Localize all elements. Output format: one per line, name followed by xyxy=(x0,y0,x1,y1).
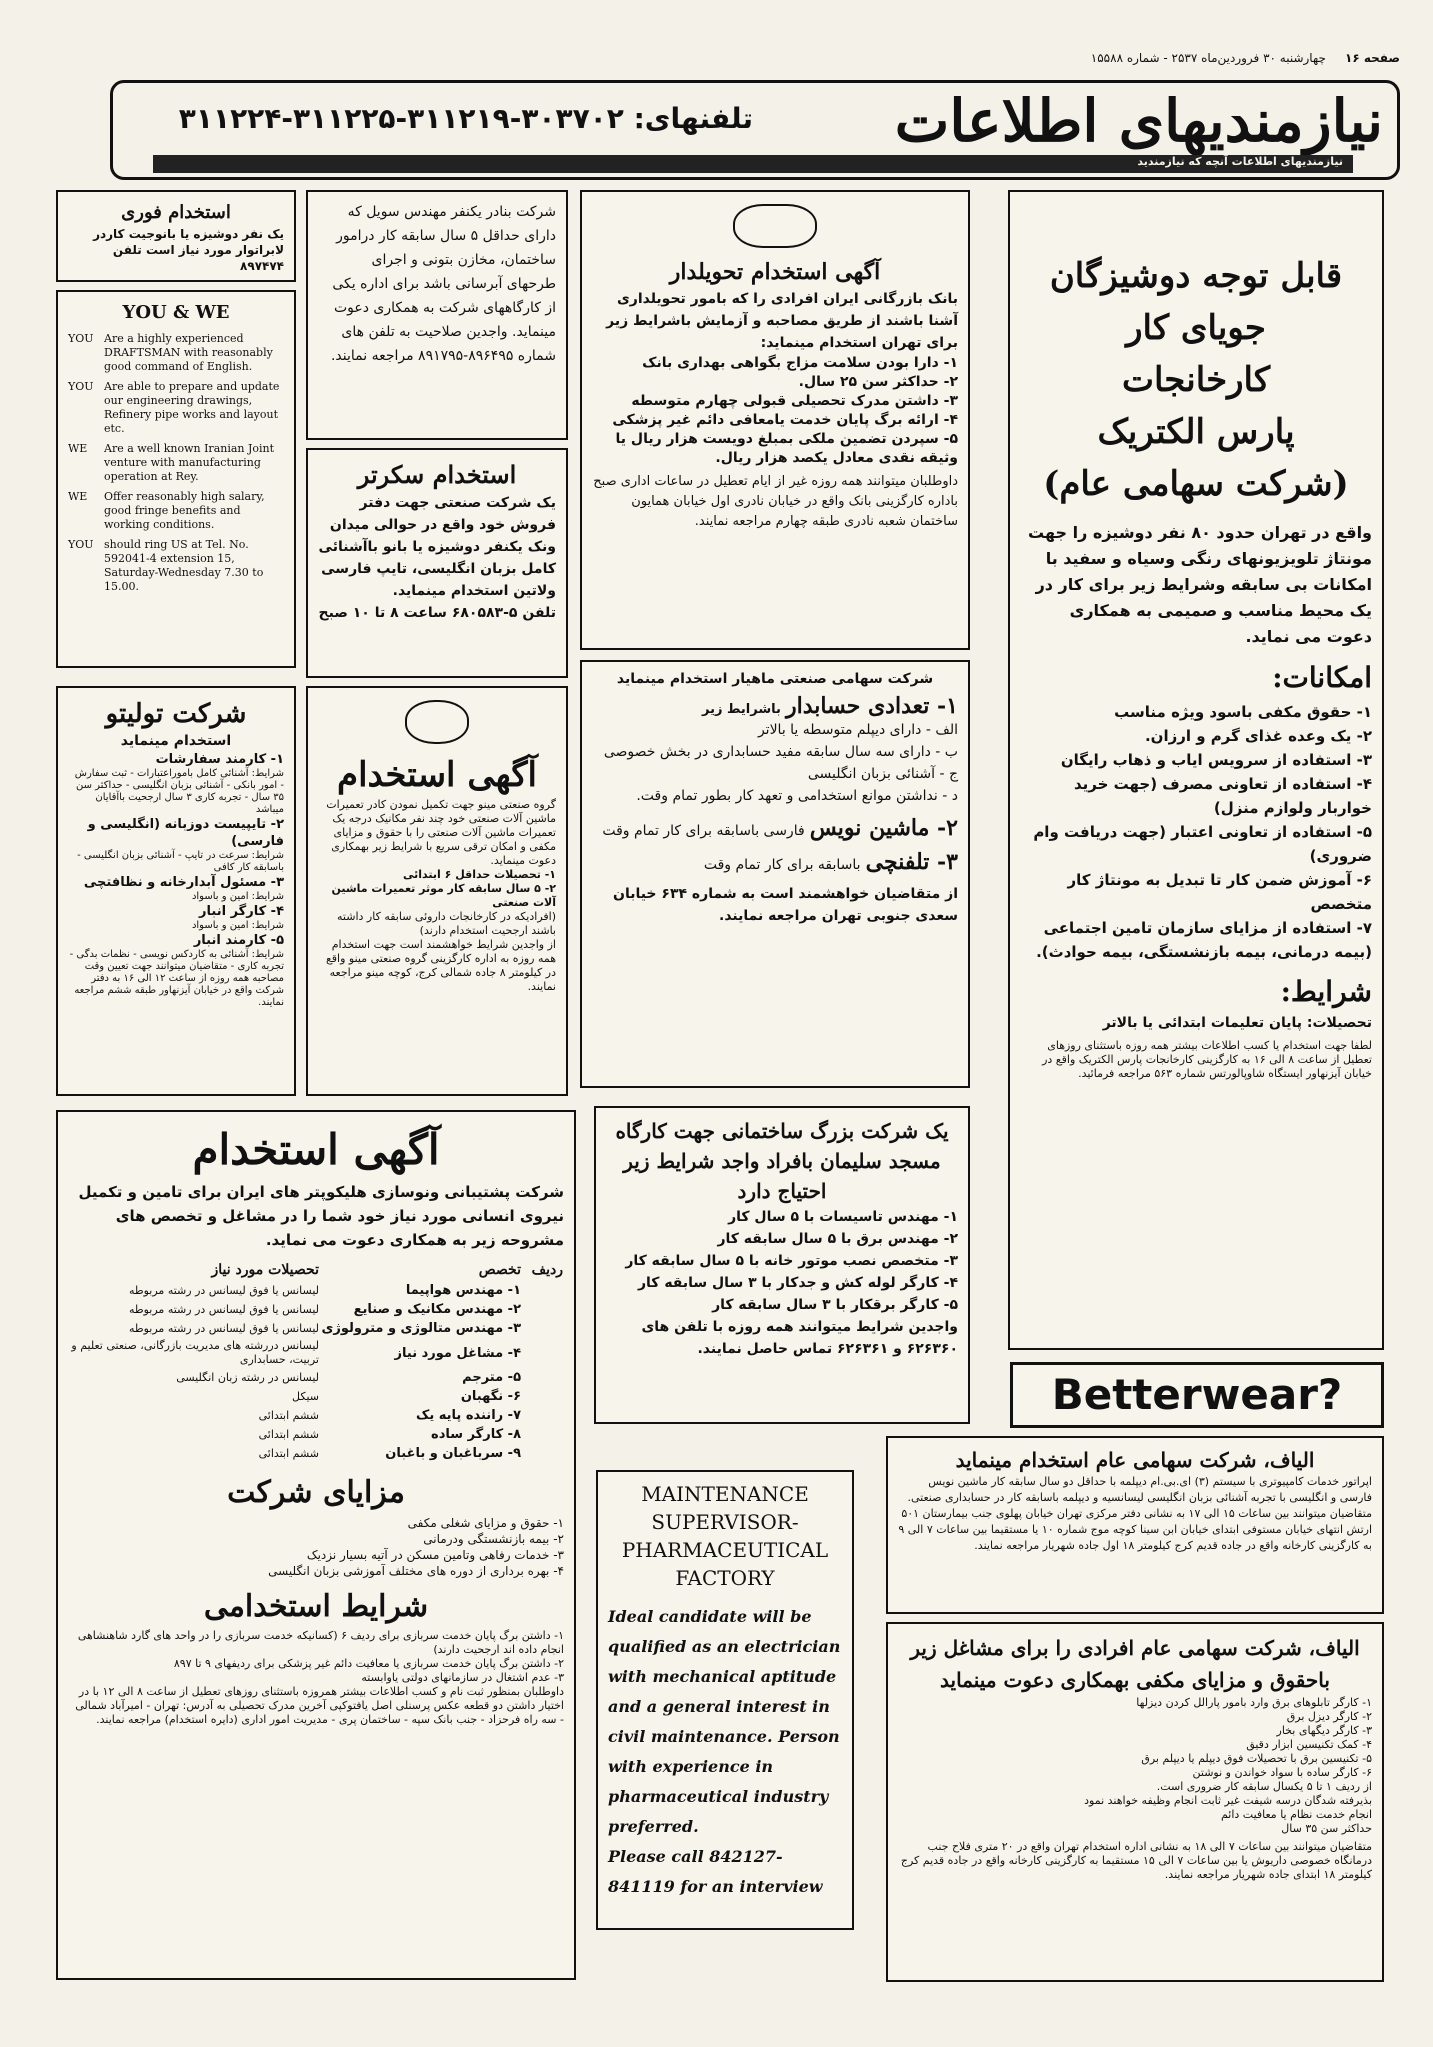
sakhtemani-item: ۴- کارگر لوله کش و جدکار با ۳ سال سابقه کار xyxy=(637,1275,958,1291)
mino-item: (افرادیکه در کارخانجات داروئی سابقه کار داشته باشند ارجحیت استخدام دارند) xyxy=(337,910,556,937)
elyaf2-item: ۱- کارگر تابلوهای برق وارد بامور پارالل کردن دیزلها xyxy=(1136,1696,1372,1709)
ad-secretary-body: یک شرکت صنعتی جهت دفتر فروش خود واقع در حوالی میدان ونک یکنفر دوشیزه یا بانو باآشنائی کامل بزبان انگلیسی، تایپ فارسی ولاتین استخدام مینماید. xyxy=(318,495,556,599)
maintenance-title-line: SUPERVISOR- xyxy=(651,1510,799,1534)
helicopter-edu: سیکل xyxy=(292,1389,319,1403)
youwe-who: YOU xyxy=(68,380,94,393)
mino-item: ۲- ۵ سال سابقه کار موثر تعمیرات ماشین آلات صنعتی xyxy=(331,882,556,909)
pars-title-line: جویای کار xyxy=(1126,308,1266,348)
helicopter-edu: ششم ابتدائی xyxy=(258,1427,319,1441)
tahvildar-item: ۱- دارا بودن سلامت مزاج بگواهی بهداری بانک xyxy=(642,355,958,371)
table-row xyxy=(68,1319,564,1338)
youwe-row xyxy=(68,538,284,594)
helicopter-benefit: ۲- بیمه بازنشستگی ودرمانی xyxy=(423,1532,564,1546)
pars-benefit: ۳- استفاده از سرویس ایاب و ذهاب رایگان xyxy=(1060,751,1372,769)
helicopter-edu: ششم ابتدائی xyxy=(258,1408,319,1422)
youwe-text: Are a well known Iranian Joint venture with manufacturing operation at Rey. xyxy=(104,442,275,483)
ad-elyaf1-body: اپراتور خدمات کامپیوتری با سیستم (۳) ای.بی.ام دیپلمه با حداقل دو سال سابقه کار ماشین نویس فارسی و انگلیسی با تجربه آشنائی بزبان انگلیسی لیسانسیه و دیپلمه باسابقه کار در حسابداری صنعتی. متقاضیان میتوانند بین ساعات ۱۵ الی ۱۷ به نشانی دفتر مرکزی تهران خیابان پهلوی جنب بیمارستان ۵۰۱ ارتش انتهای خیابان مستوفی ابتدای خیابان ابن سینا کوچه موج شماره ۱۰ یا مستقیما بین ساعات ۷ الی ۹ به کارگزینی کارخانه واقع در جاده قدیم کرج کیلومتر ۱۸ اول جاده شهریار مراجعه نمایند. xyxy=(898,1475,1372,1552)
ad-sakhtemani-footer: واجدین شرایط میتوانند همه روزه با تلفن های ۶۲۶۳۶۰ و ۶۲۶۳۶۱ تماس حاصل نمایند. xyxy=(641,1319,958,1357)
ad-pars-footer: لطفا جهت استخدام یا کسب اطلاعات بیشتر همه روزه باستثنای روزهای تعطیل از ساعت ۸ الی ۱۶ به کارگزینی کارخانجات پارس الکتریک واقع در خیابان آیزنهاور ایستگاه شاوپالورتس شماره ۵۶۳ مراجعه فرمائید. xyxy=(1042,1039,1372,1080)
table-row xyxy=(68,1300,564,1319)
elyaf2-item: حداکثر سن ۳۵ سال xyxy=(1281,1822,1372,1835)
youwe-who: YOU xyxy=(68,538,94,551)
mino-item: ۱- تحصیلات حداقل ۶ ابتدائی xyxy=(403,868,556,881)
table-row xyxy=(68,1444,564,1463)
helicopter-edu: لیسانس در رشته زبان انگلیسی xyxy=(176,1370,319,1384)
ad-mino-body: گروه صنعتی مینو جهت تکمیل نمودن کادر تعمیرات ماشین آلات صنعتی خود چند نفر مکانیک درجه یک تعمیرات ماشین آلات صنعتی را با حقوق و مزایای مکفی و امکان ترقی سریع با شرایط زیر بهمکاری دعوت مینماید. xyxy=(326,798,556,867)
ad-pars-intro: واقع در تهران حدود ۸۰ نفر دوشیزه را جهت مونتاژ تلویزیونهای رنگی وسیاه و سفید با امکانات بی سابقه وشرایط زیر برای کار در یک محیط مناسب و صمیمی به همکاری دعوت می نماید. xyxy=(1028,523,1372,646)
youwe-row xyxy=(68,442,284,484)
pars-title-line: پارس الکتریک xyxy=(1097,412,1295,452)
elyaf2-item: انجام خدمت نظام یا معافیت دائم xyxy=(1220,1808,1372,1821)
helicopter-benefit: ۴- بهره برداری از دوره های مختلف آموزشی بزبان انگلیسی xyxy=(268,1564,564,1578)
tahvildar-item: ۳- داشتن مدرک تحصیلی قبولی چهارم متوسطه xyxy=(631,393,958,409)
youwe-text: Offer reasonably high salary, good fringe benefits and working conditions. xyxy=(104,490,265,531)
helicopter-head-tahsilat: تحصیلات مورد نیاز xyxy=(211,1262,319,1278)
ad-pars xyxy=(1008,190,1384,1350)
ad-elyaf1-title: الیاف، شرکت سهامی عام استخدام مینماید xyxy=(955,1448,1315,1472)
mahyar-item: الف - دارای دیپلم متوسطه یا بالاتر xyxy=(757,722,958,738)
masthead xyxy=(110,80,1400,180)
tolito-item: ۱- کارمند سفارشات xyxy=(155,752,284,767)
helicopter-job: ۶- نگهبان xyxy=(460,1389,521,1404)
tahvildar-item: ۴- ارائه برگ پایان خدمت یامعافی دائم غیر پزشکی xyxy=(612,412,958,428)
ad-fori xyxy=(56,190,296,282)
tolito-item: شرایط: آشنائی به کاردکس نویسی - نظمات بدگی - تجربه کاری - متقاضیان میتوانند جهت تعیین وقت مصاحبه همه روزه از ساعت ۱۲ الی ۱۶ به دفتر شرکت واقع در خیابان آیزنهاور طبقه ششم مراجعه نمایند. xyxy=(69,949,284,1008)
pars-title-line: قابل توجه دوشیزگان xyxy=(1049,256,1343,296)
ad-secretary xyxy=(306,448,568,678)
ad-mino-title: آگهی استخدام xyxy=(337,755,537,795)
elyaf2-item: ۴- کمک تکنیسین ابزار دقیق xyxy=(1246,1738,1372,1751)
ad-sakhtemani-title: یک شرکت بزرگ ساختمانی جهت کارگاه مسجد سلیمان بافراد واجد شرایط زیر احتیاج دارد xyxy=(615,1119,949,1203)
ad-youwe xyxy=(56,290,296,668)
helicopter-condition: ۲- داشتن برگ پایان خدمت سربازی یا معافیت دائم غیر پزشکی برای ردیفهای ۹ تا ۸۹۷ xyxy=(173,1657,564,1670)
helicopter-benefit: ۳- خدمات رفاهی وتامین مسکن در آتیه بسیار نزدیک xyxy=(306,1548,564,1562)
page-label: صفحه ۱۶ xyxy=(1345,51,1400,65)
helicopter-job: ۹- سرباغبان و باغبان xyxy=(385,1446,521,1461)
mahyar-item: ج - آشنائی بزبان انگلیسی xyxy=(807,766,958,782)
helicopter-table xyxy=(68,1260,564,1463)
elyaf2-item: ۶- کارگر ساده با سواد خواندن و نوشتن xyxy=(1192,1766,1372,1779)
ad-tahvildar-intro: بانک بازرگانی ایران افرادی را که بامور تحویلداری آشنا باشند از طریق مصاحبه و آزمایش باشرایط زیر برای تهران استخدام مینماید: xyxy=(606,291,958,351)
mahyar-h3-sub: باسابقه برای کار تمام وقت xyxy=(703,857,861,873)
helicopter-job: ۵- مترجم xyxy=(462,1370,521,1385)
maintenance-call: Please call 842127-841119 for an interview xyxy=(608,1847,823,1896)
ad-helicopter-intro: شرکت پشتیبانی ونوسازی هلیکوپتر های ایران برای تامین و تکمیل نیروی انسانی مورد نیاز خود شما را در مشاغل و تخصص های مشروحه زیر به همکاری دعوت می نماید. xyxy=(78,1183,564,1249)
ad-mino xyxy=(306,686,568,1096)
elyaf2-item: ۳- کارگر دیگهای بخار xyxy=(1276,1724,1372,1737)
masthead-subtitle: نیازمندیهای اطلاعات آنچه که نیازمندید xyxy=(153,155,1353,173)
mino-logo-icon xyxy=(405,700,469,744)
ad-fori-title: استخدام فوری xyxy=(121,202,231,223)
maintenance-title-line: MAINTENANCE xyxy=(641,1482,809,1506)
table-row xyxy=(68,1425,564,1444)
mahyar-h1: ۱- تعدادی حسابدار xyxy=(785,693,958,719)
helicopter-edu: لیسانس یا فوق لیسانس در رشته مربوطه xyxy=(128,1321,319,1335)
top-bar xyxy=(40,50,1400,72)
ad-betterwear xyxy=(1010,1362,1384,1428)
ad-mahyar xyxy=(580,660,970,1088)
helicopter-edu: لیسانس یا فوق لیسانس در رشته مربوطه xyxy=(128,1302,319,1316)
helicopter-job: ۱- مهندس هواپیما xyxy=(405,1283,521,1298)
pars-benefit: ۵- استفاده از تعاونی اعتبار (جهت دریافت وام ضروری) xyxy=(1033,823,1372,865)
phones-numbers: ۳۰۳۷۰۲-۳۱۱۲۱۹-۳۱۱۲۲۵-۳۱۱۲۲۴ xyxy=(178,102,624,135)
tolito-item: شرایط: امین و باسواد xyxy=(191,891,284,902)
mahyar-h1-sub: باشرایط زیر xyxy=(702,702,781,717)
ad-tahvildar xyxy=(580,190,970,650)
youwe-who: YOU xyxy=(68,332,94,345)
elyaf2-item: از ردیف ۱ تا ۵ یکسال سابقه کار ضروری است. xyxy=(1156,1780,1372,1793)
pars-benefit: ۲- یک وعده غذای گرم و ارزان. xyxy=(1144,727,1372,745)
helicopter-conditions-title: شرایط استخدامی xyxy=(203,1589,429,1624)
helicopter-job: ۷- راننده پایه یک xyxy=(416,1408,521,1423)
youwe-text: Are able to prepare and update our engineering drawings, Refinery pipe works and layout etc. xyxy=(104,380,280,435)
issue-info: چهارشنبه ۳۰ فروردین‌ماه ۲۵۳۷ - شماره ۱۵۵۸۸ xyxy=(1090,51,1326,65)
elyaf2-item: ۲- کارگر دیزل برق xyxy=(1286,1710,1372,1723)
bank-emblem-icon xyxy=(733,204,817,248)
phones-label: تلفنهای: xyxy=(633,102,753,135)
maintenance-title-line: PHARMACEUTICAL xyxy=(621,1538,829,1562)
tolito-item: شرایط: امین و باسواد xyxy=(191,920,284,931)
ad-mahyar-footer: از متقاضیان خواهشمند است به شماره ۶۳۴ خیابان سعدی جنوبی تهران مراجعه نمایند. xyxy=(613,886,958,924)
betterwear-text: Betterwear? xyxy=(1051,1370,1343,1419)
ad-tahvildar-title: آگهی استخدام تحویلدار xyxy=(669,259,881,285)
ad-elyaf2-title: الیاف، شرکت سهامی عام افرادی را برای مشاغل زیر باحقوق و مزایای مکفی بهمکاری دعوت مینماید xyxy=(910,1636,1360,1692)
youwe-who: WE xyxy=(68,442,88,455)
mahyar-h2-sub: فارسی باسابقه برای کار تمام وقت xyxy=(602,823,805,839)
sakhtemani-item: ۵- کارگر برقکار با ۳ سال سابقه کار xyxy=(712,1297,958,1313)
helicopter-benefits-title: مزایای شرکت xyxy=(227,1475,405,1510)
ad-elyaf2 xyxy=(886,1622,1384,1982)
ad-secretary-title: استخدام سکرتر xyxy=(357,460,517,489)
pars-benefits-title: امکانات: xyxy=(1272,661,1372,694)
mahyar-item: د - نداشتن موانع استخدامی و تعهد کار بطور تمام وقت. xyxy=(636,788,958,804)
ad-helicopter-title: آگهی استخدام xyxy=(192,1125,440,1174)
helicopter-condition: ۱- داشتن برگ پایان خدمت سربازی برای ردیف ۶ (کسانیکه خدمت سربازی را در واحد های گارد شاهنشاهی انجام داده اند ارجحیت دارند) xyxy=(77,1629,564,1656)
tolito-item: شرایط: سرعت در تایپ - آشنائی بزبان انگلیسی - باسابقه کار کافی xyxy=(77,850,284,873)
youwe-row xyxy=(68,490,284,532)
youwe-who: WE xyxy=(68,490,88,503)
table-row xyxy=(68,1338,564,1368)
table-row xyxy=(68,1281,564,1300)
pars-benefit: ۱- حقوق مکفی باسود ویژه مناسب xyxy=(1114,703,1372,721)
helicopter-head-radif: ردیف xyxy=(531,1262,563,1278)
ad-fori-body: یک نفر دوشیزه یا بانوجیت کاردر لابراتوار مورد نیاز است تلفن ۸۹۷۴۷۴ xyxy=(93,227,284,273)
tolito-item: شرایط: آشنائی کامل باموراعتبارات - ثبت سفارش - امور بانکی - آشنائی بزبان انگلیسی - حداکثر سن ۳۵ سال - تجربه کاری ۳ سال ارجحیت باآقایان میباشد xyxy=(74,768,284,815)
masthead-phones xyxy=(133,99,753,139)
mahyar-item: ب - دارای سه سال سابقه مفید حسابداری در بخش خصوصی xyxy=(603,744,958,760)
ad-tolito-sub: استخدام مینماید xyxy=(120,733,232,749)
maintenance-body: Ideal candidate will be qualified as an electrician with mechanical aptitude and a general interest in civil maintenance. Person with experience in pharmaceutical industry preferred. xyxy=(608,1607,841,1836)
helicopter-job: ۲- مهندس مکانیک و صنایع xyxy=(353,1302,521,1317)
tahvildar-item: ۲- حداکثر سن ۲۵ سال. xyxy=(798,374,958,390)
ad-banader-body: شرکت بنادر یکنفر مهندس سویل که دارای حداقل ۵ سال سابقه کار درامور ساختمان، مخازن بتونی و اجرای طرحهای آبرسانی باشد برای اداره یکی از کارگاههای شرکت به همکاری دعوت مینماید. واجدین صلاحیت به تلفن های شماره ۸۹۶۴۹۵-۸۹۱۷۹۵ مراجعه نمایند. xyxy=(330,204,556,364)
pars-title-line: کارخانجات xyxy=(1121,360,1271,400)
ad-maintenance xyxy=(596,1470,854,1930)
masthead-title: نیازمندیهای اطلاعات xyxy=(894,87,1383,155)
ad-youwe-title: YOU & WE xyxy=(122,302,230,323)
youwe-text: should ring US at Tel. No. 592041-4 extension 15, Saturday-Wednesday 7.30 to 15.00. xyxy=(104,538,264,593)
helicopter-condition: ۳- عدم اشتغال در سازمانهای دولتی یاوابسته xyxy=(361,1671,564,1684)
table-row xyxy=(68,1387,564,1406)
ad-helicopter xyxy=(56,1110,576,1980)
table-row xyxy=(68,1368,564,1387)
pars-benefit: ۶- آموزش ضمن کار تا تبدیل به مونتاژ کار متخصص xyxy=(1067,871,1372,913)
helicopter-edu: لیسانس یا فوق لیسانس در رشته مربوطه xyxy=(128,1283,319,1297)
tolito-item: ۴- کارگر انبار xyxy=(199,904,284,919)
sakhtemani-item: ۱- مهندس تاسیسات با ۵ سال کار xyxy=(728,1209,958,1225)
helicopter-job: ۸- کارگر ساده xyxy=(431,1427,521,1442)
pars-conditions: تحصیلات: پایان تعلیمات ابتدائی یا بالاتر xyxy=(1102,1015,1372,1031)
pars-title-line: (شرکت سهامی عام) xyxy=(1043,464,1349,504)
pars-benefit: ۷- استفاده از مزایای سازمان تامین اجتماعی (بیمه درمانی، بیمه بازنشستگی، بیمه حوادث). xyxy=(1036,919,1372,961)
sakhtemani-item: ۲- مهندس برق با ۵ سال سابقه کار xyxy=(717,1231,958,1247)
tolito-item: ۳- مسئول آبدارخانه و نظافتچی xyxy=(83,875,284,890)
mahyar-h2: ۲- ماشین نویس xyxy=(809,815,958,841)
sakhtemani-item: ۳- متخصص نصب موتور خانه با ۵ سال سابقه کار xyxy=(625,1253,958,1269)
ad-tahvildar-footer: داوطلبان میتوانند همه روزه غیر از ایام تعطیل در ساعات اداری صبح باداره کارگزینی بانک واقع در خیابان نادری اول خیابان همایون ساختمان شعبه نادری طبقه چهارم مراجعه نمایند. xyxy=(593,474,958,529)
helicopter-job: ۴- مشاغل مورد نیاز xyxy=(394,1345,521,1361)
ad-banader xyxy=(306,190,568,440)
pars-conditions-title: شرایط: xyxy=(1280,975,1372,1008)
helicopter-job: ۳- مهندس متالوژی و مترولوژی xyxy=(321,1321,521,1336)
mahyar-h3: ۳- تلفنچی xyxy=(865,849,958,875)
helicopter-condition: داوطلبان بمنظور ثبت نام و کسب اطلاعات بیشتر همروزه باستثنای روزهای تعطیل از ساعت ۸ الی ۱۲ با در اختیار داشتن دو قطعه عکس پرسنلی اصل یافتوکپی آخرین مدرک تحصیلی به آدرس: تهران - امیرآباد شمالی - سه راه فرحزاد - جنب بانک سپه - ساختمان پری - مدیریت امور اداری (دایره استخدام) مراجعه نمایند. xyxy=(75,1685,564,1726)
ad-mahyar-title: شرکت سهامی صنعتی ماهیار استخدام مینماید xyxy=(616,671,934,687)
ad-tolito-title: شرکت تولیتو xyxy=(105,699,247,729)
helicopter-benefit: ۱- حقوق و مزایای شغلی مکفی xyxy=(407,1516,564,1530)
pars-benefit: ۴- استفاده از تعاونی مصرف (جهت خرید خواربار ولوازم منزل) xyxy=(1073,775,1372,817)
youwe-text: Are a highly experienced DRAFTSMAN with reasonably good command of English. xyxy=(104,332,273,373)
tolito-item: ۲- تایپیست دوزبانه (انگلیسی و فارسی) xyxy=(87,817,284,849)
ad-sakhtemani xyxy=(594,1106,970,1424)
helicopter-head-takhasos: تخصص xyxy=(478,1262,521,1278)
youwe-row xyxy=(68,380,284,436)
ad-secretary-phone: تلفن ۵-۶۸۰۵۸۳ ساعت ۸ تا ۱۰ صبح xyxy=(318,605,556,621)
helicopter-edu: لیسانس دررشته های مدیریت بازرگانی، صنعتی تعلیم و تربیت، حسابداری xyxy=(71,1339,319,1366)
ad-elyaf1 xyxy=(886,1436,1384,1614)
helicopter-edu: ششم ابتدائی xyxy=(258,1446,319,1460)
maintenance-title-line: FACTORY xyxy=(675,1566,775,1590)
ad-elyaf2-footer: متقاضیان میتوانند بین ساعات ۷ الی ۱۸ به نشانی اداره استخدام تهران واقع در ۲۰ متری فلاح جنب درمانگاه خصوصی داریوش یا بین ساعات ۷ الی ۱۵ مستقیما به کارگزینی کارخانه واقع در جاده قدیم کرج کیلومتر ۱۸ ابتدای جاده شهریار مراجعه نمایند. xyxy=(900,1840,1372,1881)
youwe-row xyxy=(68,332,284,374)
ad-mino-footer: از واجدین شرایط خواهشمند است جهت استخدام همه روزه به اداره کارگزینی گروه صنعتی مینو واقع در کیلومتر ۸ جاده شمالی کرج، کوچه مینو مراجعه نمایند. xyxy=(325,938,556,993)
table-row xyxy=(68,1406,564,1425)
ad-tolito xyxy=(56,686,296,1096)
elyaf2-item: بذیرفته شدگان درسه شیفت غیر ثابت انجام وظیفه خواهند نمود xyxy=(1084,1794,1372,1807)
tahvildar-item: ۵- سپردن تضمین ملکی بمبلغ دویست هزار ریال یا وثیقه نقدی معادل یکصد هزار ریال. xyxy=(615,431,958,466)
tolito-item: ۵- کارمند انبار xyxy=(193,933,284,948)
elyaf2-item: ۵- تکنیسین برق با تحصیلات فوق دیپلم یا دیپلم برق xyxy=(1141,1752,1372,1765)
